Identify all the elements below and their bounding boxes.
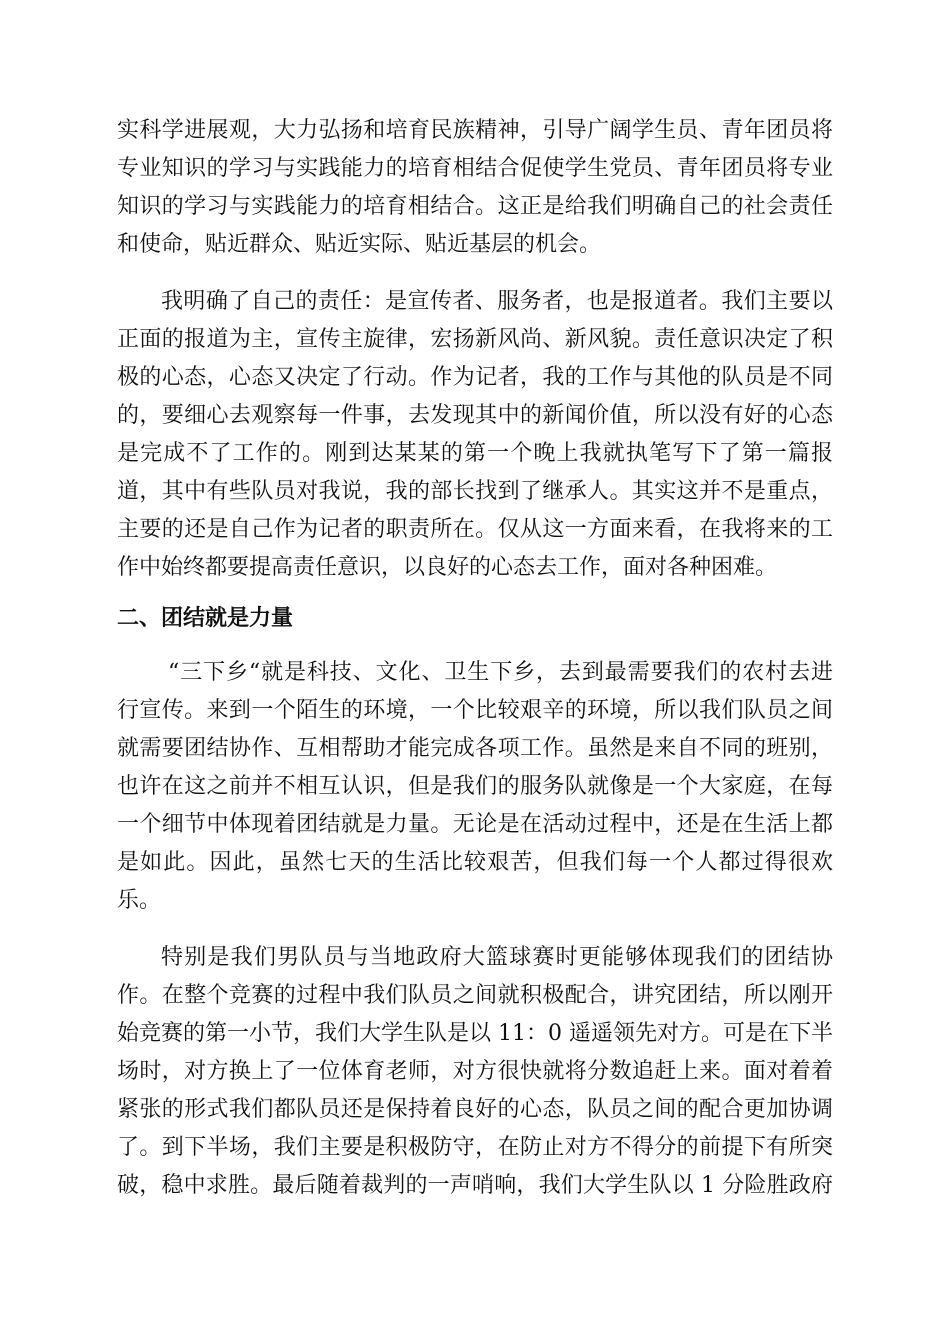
- paragraph-line: 道，其中有些队员对我说，我的部长找到了继承人。其实这并不是重点，: [117, 479, 833, 504]
- paragraph-line: 紧张的形式我们都队员还是保持着良好的心态，队员之间的配合更加协调: [117, 1097, 833, 1122]
- paragraph-line: 极的心态，心态又决定了行动。作为记者，我的工作与其他的队员是不同: [117, 365, 833, 390]
- paragraph-line: 的，要细心去观察每一件事，去发现其中的新闻价值，所以没有好的心态: [117, 403, 833, 428]
- paragraph-line: 就需要团结协作、互相帮助才能完成各项工作。虽然是来自不同的班别，: [117, 736, 833, 761]
- paragraph-line: 作。在整个竞赛的过程中我们队员之间就积极配合，讲究团结，所以刚开: [117, 983, 833, 1008]
- paragraph-line: 破，稳中求胜。最后随着裁判的一声哨响，我们大学生队以 1 分险胜政府: [117, 1173, 833, 1198]
- paragraph-line: 也许在这之前并不相互认识，但是我们的服务队就像是一个大家庭，在每: [117, 774, 833, 799]
- section-heading: 二、团结就是力量: [117, 606, 294, 631]
- paragraph-line: 场时，对方换上了一位体育老师，对方很快就将分数追赶上来。面对着着: [117, 1059, 833, 1084]
- paragraph-line: 主要的还是自己作为记者的职责所在。仅从这一方面来看，在我将来的工: [117, 517, 833, 542]
- paragraph-line: 我明确了自己的责任：是宣传者、服务者，也是报道者。我们主要以: [161, 289, 833, 314]
- paragraph-line: 正面的报道为主，宣传主旋律，宏扬新风尚、新风貌。责任意识决定了积: [117, 327, 833, 352]
- paragraph-line: 乐。: [117, 888, 162, 913]
- paragraph-line: 行宣传。来到一个陌生的环境，一个比较艰辛的环境，所以我们队员之间: [117, 698, 833, 723]
- paragraph-line: 特别是我们男队员与当地政府大篮球赛时更能够体现我们的团结协: [161, 945, 833, 970]
- paragraph-line: “三下乡“就是科技、文化、卫生下乡，去到最需要我们的农村去进: [168, 660, 833, 685]
- paragraph-line: 始竞赛的第一小节，我们大学生队是以 11：0 遥遥领先对方。可是在下半: [117, 1021, 833, 1046]
- paragraph-line: 专业知识的学习与实践能力的培育相结合促使学生党员、青年团员将专业: [117, 156, 833, 181]
- paragraph-line: 一个细节中体现着团结就是力量。无论是在活动过程中，还是在生活上都: [117, 812, 833, 837]
- paragraph-line: 是如此。因此，虽然七天的生活比较艰苦，但我们每一个人都过得很欢: [117, 850, 833, 875]
- paragraph-line: 知识的学习与实践能力的培育相结合。这正是给我们明确自己的社会责任: [117, 194, 833, 219]
- paragraph-line: 是完成不了工作的。刚到达某某的第一个晚上我就执笔写下了第一篇报: [117, 441, 833, 466]
- paragraph-line: 和使命，贴近群众、贴近实际、贴近基层的机会。: [117, 232, 602, 257]
- paragraph-line: 实科学进展观，大力弘扬和培育民族精神，引导广阔学生员、青年团员将: [117, 118, 833, 143]
- paragraph-line: 作中始终都要提高责任意识，以良好的心态去工作，面对各种困难。: [117, 555, 778, 580]
- paragraph-line: 了。到下半场，我们主要是积极防守，在防止对方不得分的前提下有所突: [117, 1135, 833, 1160]
